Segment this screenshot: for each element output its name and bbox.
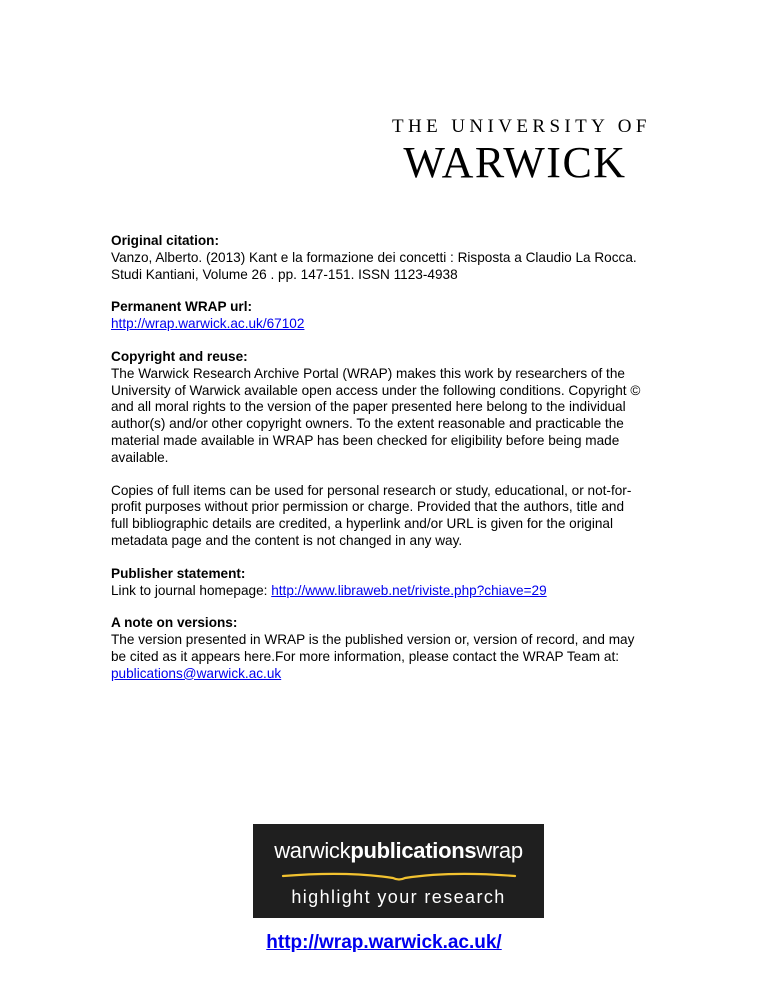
copyright-paragraph-2 [111,483,671,550]
citation-line-1: Vanzo, Alberto. (2013) Kant e la formazione dei concetti : Risposta a Claudio La Rocca. [111,249,637,265]
footer-url [0,932,768,954]
logo-university-of: THE UNIVERSITY OF [392,116,651,137]
versions-paragraph [111,632,671,682]
logo-warwick: WARWICK [403,138,627,187]
versions-line-2: be cited as it appears here.For more information, please contact the WRAP Team at: [111,648,620,664]
banner-tagline: highlight your research [291,887,506,907]
banner-wordmark [253,838,544,864]
permanent-url-paragraph [111,316,671,333]
copyright-p1-line: available. [111,449,169,465]
permanent-url-heading: Permanent WRAP url: [111,299,252,315]
versions-line-1: The version presented in WRAP is the published version or, version of record, and may [111,632,635,648]
versions-section [111,615,671,682]
banner-word-wrap: wrap [476,838,523,863]
copyright-p1-line: author(s) and/or other copyright owners. To the extent reasonable and practicable the [111,416,624,432]
publisher-heading: Publisher statement: [111,565,246,581]
copyright-p2-line: full bibliographic details are credited, a hyperlink and/or URL is given for the original [111,516,613,532]
metadata-content [111,233,671,699]
copyright-p2-line: Copies of full items can be used for personal research or study, educational, or not-for- [111,482,632,498]
publisher-paragraph [111,583,671,600]
banner-word-warwick: warwick [274,838,351,863]
journal-homepage-link[interactable]: http://www.libraweb.net/riviste.php?chiave=29 [271,582,547,598]
permanent-url-link[interactable]: http://wrap.warwick.ac.uk/67102 [111,316,305,332]
copyright-heading: Copyright and reuse: [111,348,248,364]
banner-swoosh-icon [281,869,517,883]
wrap-email-link[interactable]: publications@warwick.ac.uk [111,665,282,681]
footer-wrap-link[interactable]: http://wrap.warwick.ac.uk/ [266,932,502,953]
copyright-p1-line: material made available in WRAP has been checked for eligibility before being made [111,432,620,448]
copyright-p1-line: and all moral rights to the version of the paper presented here belong to the individual [111,399,626,415]
original-citation-heading: Original citation: [111,233,219,248]
copyright-p1-line: The Warwick Research Archive Portal (WRAP) makes this work by researchers of the [111,365,625,381]
original-citation-section [111,233,671,283]
university-logo [392,116,651,187]
versions-heading: A note on versions: [111,615,238,631]
publisher-section [111,566,671,600]
copyright-p2-line: profit purposes without prior permission or charge. Provided that the authors, title and [111,499,625,515]
copyright-p2-line: metadata page and the content is not changed in any way. [111,532,463,548]
copyright-paragraph-1 [111,366,671,467]
copyright-section [111,349,671,550]
permanent-url-section [111,299,671,333]
copyright-p1-line: University of Warwick available open access under the following conditions. Copyright © [111,382,641,398]
wrap-banner [253,824,544,918]
citation-line-2: Studi Kantiani, Volume 26 . pp. 147-151. ISSN 1123-4938 [111,266,458,282]
original-citation-text [111,250,671,284]
banner-word-publications: publications [350,838,477,863]
publisher-prefix: Link to journal homepage: [111,582,272,598]
